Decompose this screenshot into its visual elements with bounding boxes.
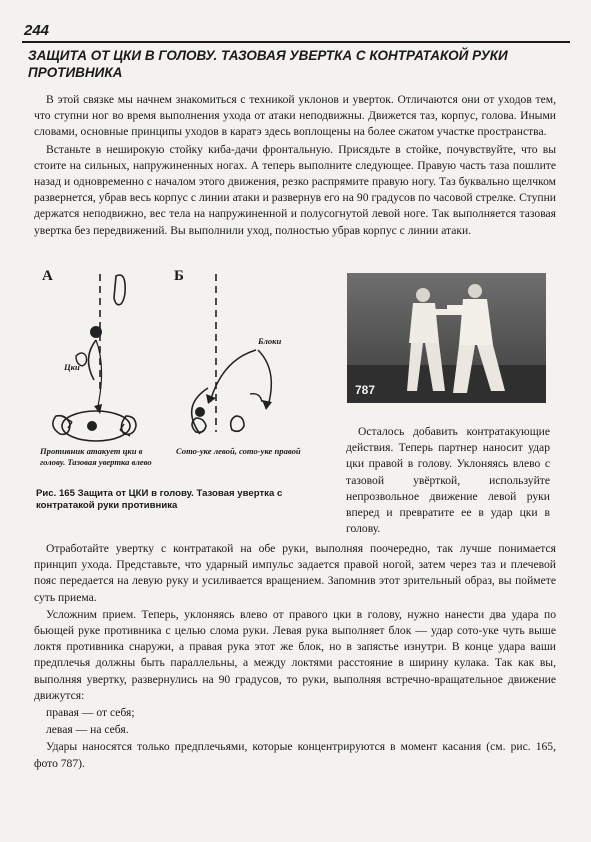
list-line-left: левая — на себя.	[46, 723, 129, 737]
paragraph-practice: Отработайте увертку с контратакой на обе руки, выполняя поочередно, так лучше понимается принцип ухода. Представьте, что ударный импульс задается правой ногой, затем через таз и плечевой пояс передается на левую руку и усиливается вращением. Запомнив этот зрительный образ, вы поймете суть приема.	[34, 542, 556, 604]
panel-a-label: А	[42, 268, 53, 284]
figure-caption: Рис. 165 Защита от ЦКИ в голову. Тазовая увертка с контратакой руки противника	[36, 488, 283, 511]
header-rule	[22, 41, 570, 43]
main-text	[34, 541, 556, 773]
side-text	[346, 424, 550, 537]
section-title: ЗАЩИТА ОТ ЦКИ В ГОЛОВУ. ТАЗОВАЯ УВЕРТКА С КОНТРАТАКОЙ РУКИ ПРОТИВНИКА	[28, 48, 508, 80]
paragraph-stance: Встаньте в неширокую стойку киба-дачи фронтальную. Присядьте в стойке, почувствуйте, что вы стоите на сильных, напружиненных ногах. А теперь выполните следующее. Правую часть таза пошлите назад и одновременно с началом этого движения, резко распрямите правую ногу. Таз буквально щелчком развернется, убрав весь корпус с линии атаки и развернув его на 90 градусов по часовой стрелке. Ступни держатся неподвижно, вес тела на напружиненной и полусогнутой левой ноге. Так выполняется тазовая увертка без передвижений. Вы выполнили уход, полностью убрав корпус с линии атаки.	[34, 142, 556, 237]
panel-b-label: Б	[174, 268, 184, 284]
intro-text	[34, 92, 556, 240]
list-line-right: правая — от себя;	[46, 706, 135, 720]
paragraph-complicate: Усложним прием. Теперь, уклоняясь влево от правого цки в голову, нужно нанести два удара по бьющей руке противника с целью слома руки. Левая рука выполняет блок — удар сото-уке чуть выше локтя противника снаружи, а правая рука этот же блок, но в запястье изнутри. В конце удара ваши предплечья должны быть параллельны, а между локтями расстояние в ширину кулака. Так как вы, выполняя увертку, развернулись на 90 градусов, то руки, выполняя встречно-вращательное движение движутся:	[34, 607, 556, 702]
photo-number: 787	[355, 383, 376, 397]
panel-a-note: Противник атакует цки в голову. Тазовая увертка влево	[40, 446, 152, 467]
figure-165	[36, 266, 322, 516]
tski-label: Цки	[64, 362, 80, 372]
sparring-photo	[347, 273, 546, 403]
photo-787	[347, 273, 546, 403]
panel-b-note: Сото-уке левой, сото-уке правой	[176, 446, 301, 456]
paragraph-counterattack: Осталось добавить контратакующие действия. Теперь партнер наносит удар цки правой в голову. Уклоняясь влево с тазовой увёрткой, используйте непрозвольное движение левой руки вперед и превратите ее в удар цки в голову.	[346, 425, 550, 536]
bloki-label: Блоки	[258, 336, 282, 346]
page-number: 244	[24, 22, 50, 39]
paragraph-last: Удары наносятся только предплечьями, которые концентрируются в момент касания (см. рис. 165, фото 787).	[34, 740, 556, 770]
paragraph-intro: В этой связке мы начнем знакомиться с техникой уклонов и уверток. Отличаются они от уходов тем, что ступни ног во время выполнения ухода от атаки неподвижны. Движется таз, корпус, голова. Иными словами, основные принципы уходов в каратэ здесь воплощены на более сжатом участке пространства.	[34, 93, 556, 139]
